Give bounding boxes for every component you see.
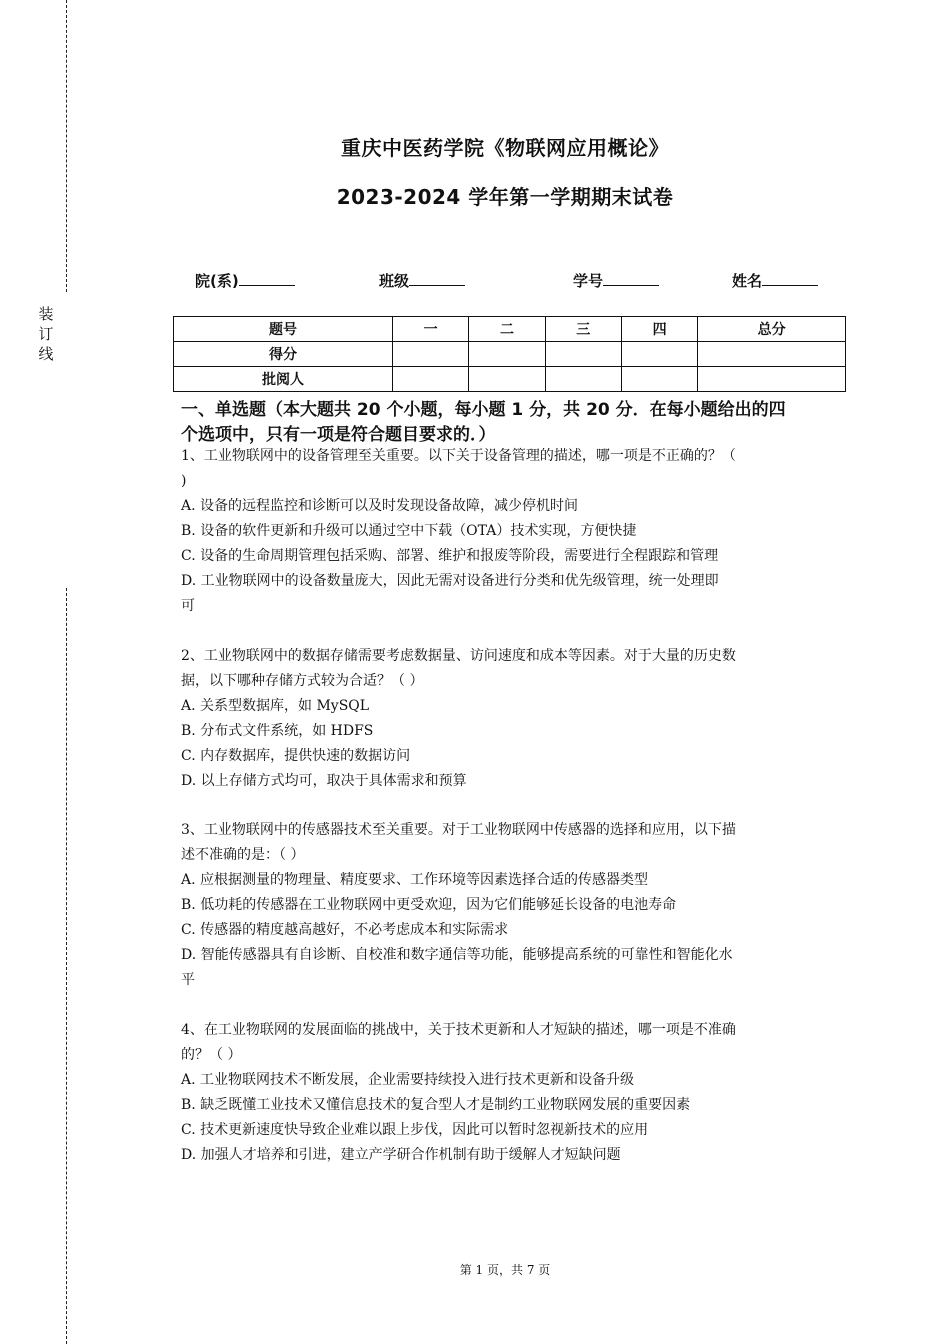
question-4-option-c: C. 技术更新速度快导致企业难以跟上步伐，因此可以暂时忽视新技术的应用: [181, 1122, 649, 1138]
question-2-stem: 2、工业物联网中的数据存储需要考虑数据量、访问速度和成本等因素。对于大量的历史数: [181, 648, 736, 664]
score-cell: [545, 367, 621, 392]
question-3-stem: 述不准确的是：（ ）: [181, 847, 305, 863]
student-id-field: [573, 270, 659, 291]
score-table: [173, 316, 846, 392]
student-id-blank: [603, 271, 659, 286]
question-2-option-a: A. 关系型数据库，如 MySQL: [181, 698, 370, 714]
score-cell: [545, 342, 621, 367]
score-table-header-row: [174, 317, 846, 342]
class-blank: [409, 271, 465, 286]
score-header-cell: 二: [469, 317, 545, 342]
dept-label: 院(系): [195, 272, 239, 290]
question-3-option-b: B. 低功耗的传感器在工业物联网中更受欢迎，因为它们能够延长设备的电池寿命: [181, 897, 677, 913]
question-1-option-c: C. 设备的生命周期管理包括采购、部署、维护和报废等阶段，需要进行全程跟踪和管理: [181, 548, 719, 564]
binding-char: 装: [38, 305, 54, 323]
name-field: [732, 270, 818, 291]
binding-char: 线: [38, 345, 54, 363]
question-1-stem: 1、工业物联网中的设备管理至关重要。以下关于设备管理的描述，哪一项是不正确的？（: [181, 448, 736, 464]
score-cell: [392, 367, 468, 392]
question-2-option-b: B. 分布式文件系统，如 HDFS: [181, 723, 374, 739]
question-3-option-d-cont: 平: [181, 972, 195, 988]
question-1-option-b: B. 设备的软件更新和升级可以通过空中下载（OTA）技术实现，方便快捷: [181, 523, 637, 539]
score-cell: [621, 342, 697, 367]
score-table-row: [174, 367, 846, 392]
name-blank: [762, 271, 818, 286]
question-1-option-d-cont: 可: [181, 598, 195, 614]
score-row-label: 得分: [174, 342, 393, 367]
score-header-cell: 四: [621, 317, 697, 342]
question-2-option-c: C. 内存数据库，提供快速的数据访问: [181, 748, 411, 764]
score-cell: [698, 342, 846, 367]
section1-heading-line: 个选项中，只有一项是符合题目要求的．）: [181, 425, 496, 445]
question-2-stem: 据，以下哪种存储方式较为合适？（ ）: [181, 673, 424, 689]
question-3-stem: 3、工业物联网中的传感器技术至关重要。对于工业物联网中传感器的选择和应用，以下描: [181, 822, 736, 838]
binding-char: 订: [38, 325, 54, 343]
section1-heading-line: 一、单选题（本大题共 20 个小题，每小题 1 分，共 20 分．在每小题给出的四: [181, 400, 786, 420]
score-cell: [469, 367, 545, 392]
name-label: 姓名: [732, 272, 763, 290]
class-label: 班级: [379, 272, 410, 290]
score-header-cell: 一: [392, 317, 468, 342]
student-id-label: 学号: [573, 272, 604, 290]
binding-dashed-line-bottom: [66, 588, 67, 1344]
class-field: [379, 270, 465, 291]
question-3-option-a: A. 应根据测量的物理量、精度要求、工作环境等因素选择合适的传感器类型: [181, 872, 649, 888]
page-footer: 第 1 页，共 7 页: [459, 1263, 551, 1277]
exam-title-line1: 重庆中医药学院《物联网应用概论》: [341, 136, 669, 160]
binding-label: [36, 304, 56, 364]
question-4-option-d: D. 加强人才培养和引进，建立产学研合作机制有助于缓解人才短缺问题: [181, 1147, 621, 1163]
score-row-label: 批阅人: [174, 367, 393, 392]
question-4-stem: 4、在工业物联网的发展面临的挑战中，关于技术更新和人才短缺的描述，哪一项是不准确: [181, 1022, 736, 1038]
question-3-option-d: D. 智能传感器具有自诊断、自校准和数字通信等功能，能够提高系统的可靠性和智能化水: [181, 947, 733, 963]
score-cell: [698, 367, 846, 392]
score-header-cell: 总分: [698, 317, 846, 342]
question-4-option-b: B. 缺乏既懂工业技术又懂信息技术的复合型人才是制约工业物联网发展的重要因素: [181, 1097, 691, 1113]
dept-blank: [239, 271, 295, 286]
question-4-option-a: A. 工业物联网技术不断发展，企业需要持续投入进行技术更新和设备升级: [181, 1072, 635, 1088]
score-cell: [392, 342, 468, 367]
question-2-option-d: D. 以上存储方式均可，取决于具体需求和预算: [181, 773, 467, 789]
dept-field: [195, 270, 295, 291]
question-4-stem: 的？（ ）: [181, 1047, 242, 1063]
score-header-cell: 题号: [174, 317, 393, 342]
exam-title-line2: 2023-2024 学年第一学期期末试卷: [336, 185, 674, 209]
question-1-stem: ): [181, 473, 187, 489]
question-3-option-c: C. 传感器的精度越高越好，不必考虑成本和实际需求: [181, 922, 509, 938]
score-cell: [469, 342, 545, 367]
section1-heading: [181, 398, 841, 448]
score-table-row: [174, 342, 846, 367]
question-1-option-d: D. 工业物联网中的设备数量庞大，因此无需对设备进行分类和优先级管理，统一处理即: [181, 573, 719, 589]
score-cell: [621, 367, 697, 392]
question-1-option-a: A. 设备的远程监控和诊断可以及时发现设备故障，减少停机时间: [181, 498, 579, 514]
score-header-cell: 三: [545, 317, 621, 342]
